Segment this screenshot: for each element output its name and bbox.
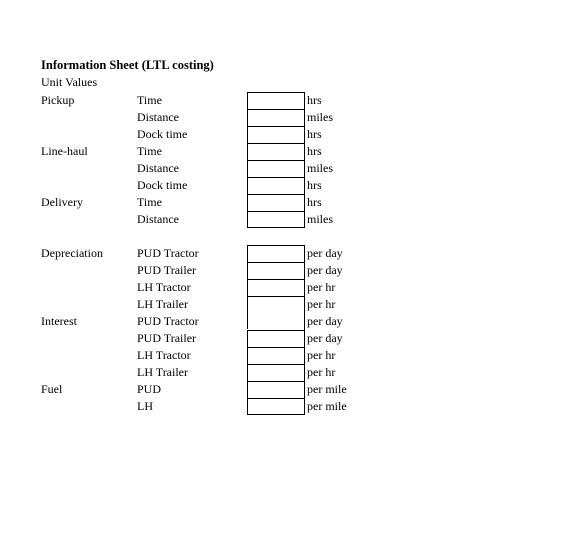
value-input-cell[interactable] [247,143,305,160]
value-input-cell[interactable] [247,312,305,329]
value-input-cell[interactable] [247,330,305,347]
row-item-label: Dock time [137,127,188,141]
row-unit-label: per mile [304,381,347,398]
row-unit-label: miles [304,211,333,228]
value-input-cell[interactable] [247,211,305,228]
row-item-label: Time [137,144,162,158]
row-unit-label: per day [304,313,343,330]
value-input-cell[interactable] [247,194,305,211]
value-input-cell[interactable] [247,364,305,381]
row-item-label: Time [137,195,162,209]
row-item-label: PUD Trailer [137,331,197,345]
value-input-cell[interactable] [247,245,305,262]
value-input-cell[interactable] [247,92,305,109]
row-item-label: PUD Tractor [137,246,199,260]
row-item-label: LH Trailer [137,297,188,311]
unit-row [41,177,441,194]
value-input-cell[interactable] [247,279,305,296]
unit-row [41,279,441,296]
unit-row [41,126,441,143]
unit-row [41,109,441,126]
row-group-label: Depreciation [41,246,103,260]
value-input-cell[interactable] [247,109,305,126]
row-unit-label: hrs [304,143,322,160]
unit-row [41,398,441,415]
row-item-label: Distance [137,212,179,226]
value-input-cell[interactable] [247,347,305,364]
row-unit-label: per day [304,262,343,279]
sheet-subtitle: Unit Values [41,75,98,89]
row-item-label: Distance [137,161,179,175]
row-item-label: Dock time [137,178,188,192]
row-group-label: Interest [41,314,77,328]
value-input-cell[interactable] [247,381,305,398]
row-item-label: LH Trailer [137,365,188,379]
row-group-label: Pickup [41,93,75,107]
row-group-label: Line-haul [41,144,88,158]
row-unit-label: hrs [304,194,322,211]
row-unit-label: hrs [304,92,322,109]
value-input-cell[interactable] [247,177,305,194]
row-group-label: Delivery [41,195,83,209]
row-unit-label: per day [304,245,343,262]
row-item-label: PUD [137,382,162,396]
row-item-label: Distance [137,110,179,124]
unit-row [41,262,441,279]
row-unit-label: hrs [304,177,322,194]
unit-row [41,347,441,364]
unit-row [41,194,441,211]
row-item-label: PUD Tractor [137,314,199,328]
unit-row [41,92,441,109]
unit-row [41,211,441,228]
unit-row [41,296,441,313]
unit-row [41,245,441,262]
value-input-cell[interactable] [247,398,305,415]
value-input-cell[interactable] [247,296,305,313]
row-unit-label: per hr [304,279,335,296]
value-input-cell[interactable] [247,262,305,279]
value-input-cell[interactable] [247,160,305,177]
row-unit-label: per day [304,330,343,347]
unit-row [41,381,441,398]
row-item-label: Time [137,93,162,107]
sheet-title: Information Sheet (LTL costing) [41,58,214,72]
unit-row [41,143,441,160]
unit-row [41,364,441,381]
row-unit-label: per hr [304,296,335,313]
row-unit-label: per mile [304,398,347,415]
row-item-label: LH Tractor [137,348,191,362]
unit-row [41,160,441,177]
row-item-label: PUD Trailer [137,263,197,277]
value-input-cell[interactable] [247,126,305,143]
row-group-label: Fuel [41,382,63,396]
unit-row [41,313,441,330]
row-unit-label: per hr [304,347,335,364]
row-item-label: LH [137,399,153,413]
row-unit-label: per hr [304,364,335,381]
row-item-label: LH Tractor [137,280,191,294]
row-unit-label: miles [304,160,333,177]
row-unit-label: miles [304,109,333,126]
row-unit-label: hrs [304,126,322,143]
unit-row [41,330,441,347]
